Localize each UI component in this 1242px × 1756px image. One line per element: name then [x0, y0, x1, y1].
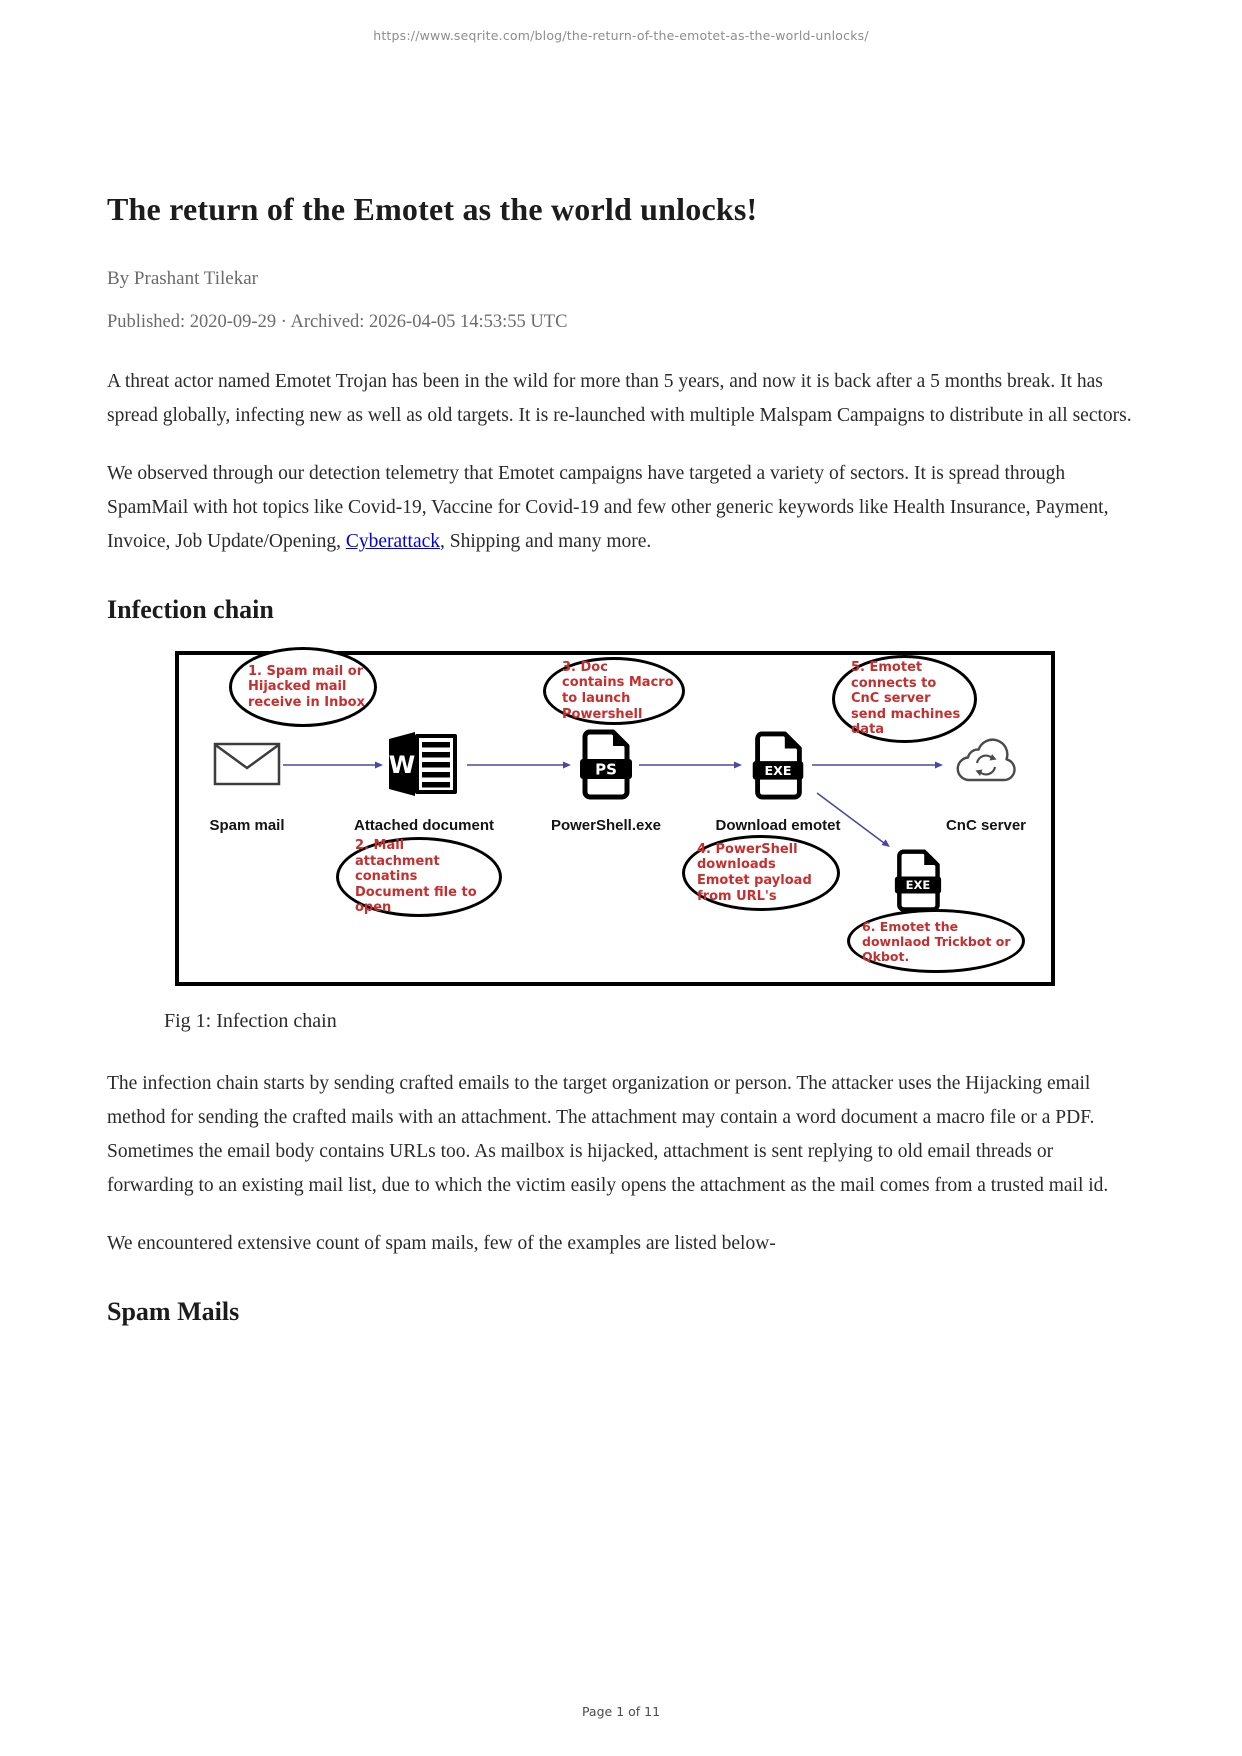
callout-6 [847, 909, 1025, 973]
paragraph-telemetry [107, 457, 1135, 559]
callout-1-text: 1. Spam mail or Hijacked mail receive in Inbox [248, 663, 365, 710]
exe-letter: EXE [905, 878, 931, 892]
label-spam-mail: Spam mail [209, 817, 285, 834]
label-powershell-exe: PowerShell.exe [550, 817, 662, 834]
callout-3-text: 3. Doc contains Macro to launch Powershell [562, 659, 674, 722]
exe-file-icon [750, 731, 806, 801]
word-letter: W [389, 751, 416, 779]
heading-infection-chain: Infection chain [107, 595, 274, 624]
infection-chain-diagram [175, 651, 1055, 986]
article-byline: By Prashant Tilekar [107, 268, 258, 289]
exe-letter: EXE [764, 762, 792, 778]
callout-2-text: 2. Mail attachment conatins Document file to open [355, 838, 477, 916]
callout-1 [229, 647, 377, 727]
callout-4 [682, 835, 840, 911]
powershell-letter: PS [595, 760, 617, 779]
label-attached-document: Attached document [353, 817, 494, 834]
callout-5 [832, 655, 977, 743]
word-document-icon [389, 731, 459, 797]
paragraph-intro: A threat actor named Emotet Trojan has been in the wild for more than 5 years, and now it is back after a 5 months break. It has spread globally, infecting new as well as old targets. It is re-launched with multiple Malspam Campaigns to distribute in all sectors. [107, 371, 1132, 426]
paragraph-telemetry-text: We observed through our detection telemetry that Emotet campaigns have targeted a variety of sectors. It is spread through SpamMail with hot topics like Covid-19, Vaccine for Covid-19 and few other generic keywords like Health Insurance, Payment, Invoice, Job Update/Opening, [107, 463, 1109, 552]
callout-2 [336, 837, 502, 917]
exe-payload-icon [889, 849, 947, 913]
callout-3 [543, 657, 685, 725]
envelope-icon [213, 741, 281, 787]
article-content [107, 191, 1135, 1327]
cyberattack-link[interactable]: Cyberattack [345, 531, 441, 552]
powershell-file-icon [579, 729, 633, 801]
label-download-emotet: Download emotet [715, 817, 841, 834]
page-url: https://www.seqrite.com/blog/the-return-of-the-emotet-as-the-world-unlocks/ [373, 28, 869, 43]
paragraph-spam-intro: We encountered extensive count of spam mails, few of the examples are listed below- [107, 1233, 776, 1254]
paragraph-telemetry-tail: , Shipping and many more. [440, 531, 652, 552]
label-cnc-server: CnC server [945, 817, 1027, 834]
figure-caption: Fig 1: Infection chain [164, 1010, 337, 1032]
article-meta: Published: 2020-09-29 · Archived: 2026-04-05 14:53:55 UTC [107, 312, 568, 332]
callout-4-text: 4. PowerShell downloads Emotet payload from URL's [697, 841, 812, 904]
callout-5-text: 5. Emotet connects to CnC server send machines data [851, 660, 961, 738]
paragraph-infection-chain: The infection chain starts by sending crafted emails to the target organization or person. The attacker uses the Hijacking email method for sending the crafted mails with an attachment. The attachment may contain a word document a macro file or a PDF. Sometimes the email body contains URLs too. As mailbox is hijacked, attachment is sent replying to old email threads or forwarding to an existing mail list, due to which the victim easily opens the attachment as the mail comes from a trusted mail id. [107, 1073, 1109, 1196]
callout-6-text: 6. Emotet the downlaod Trickbot or Qkbot. [862, 918, 1011, 964]
page-title: The return of the Emotet as the world unlocks! [107, 191, 758, 227]
page-number: Page 1 of 11 [581, 1704, 661, 1719]
heading-spam-mails: Spam Mails [107, 1297, 240, 1326]
cloud-sync-icon [951, 737, 1021, 787]
